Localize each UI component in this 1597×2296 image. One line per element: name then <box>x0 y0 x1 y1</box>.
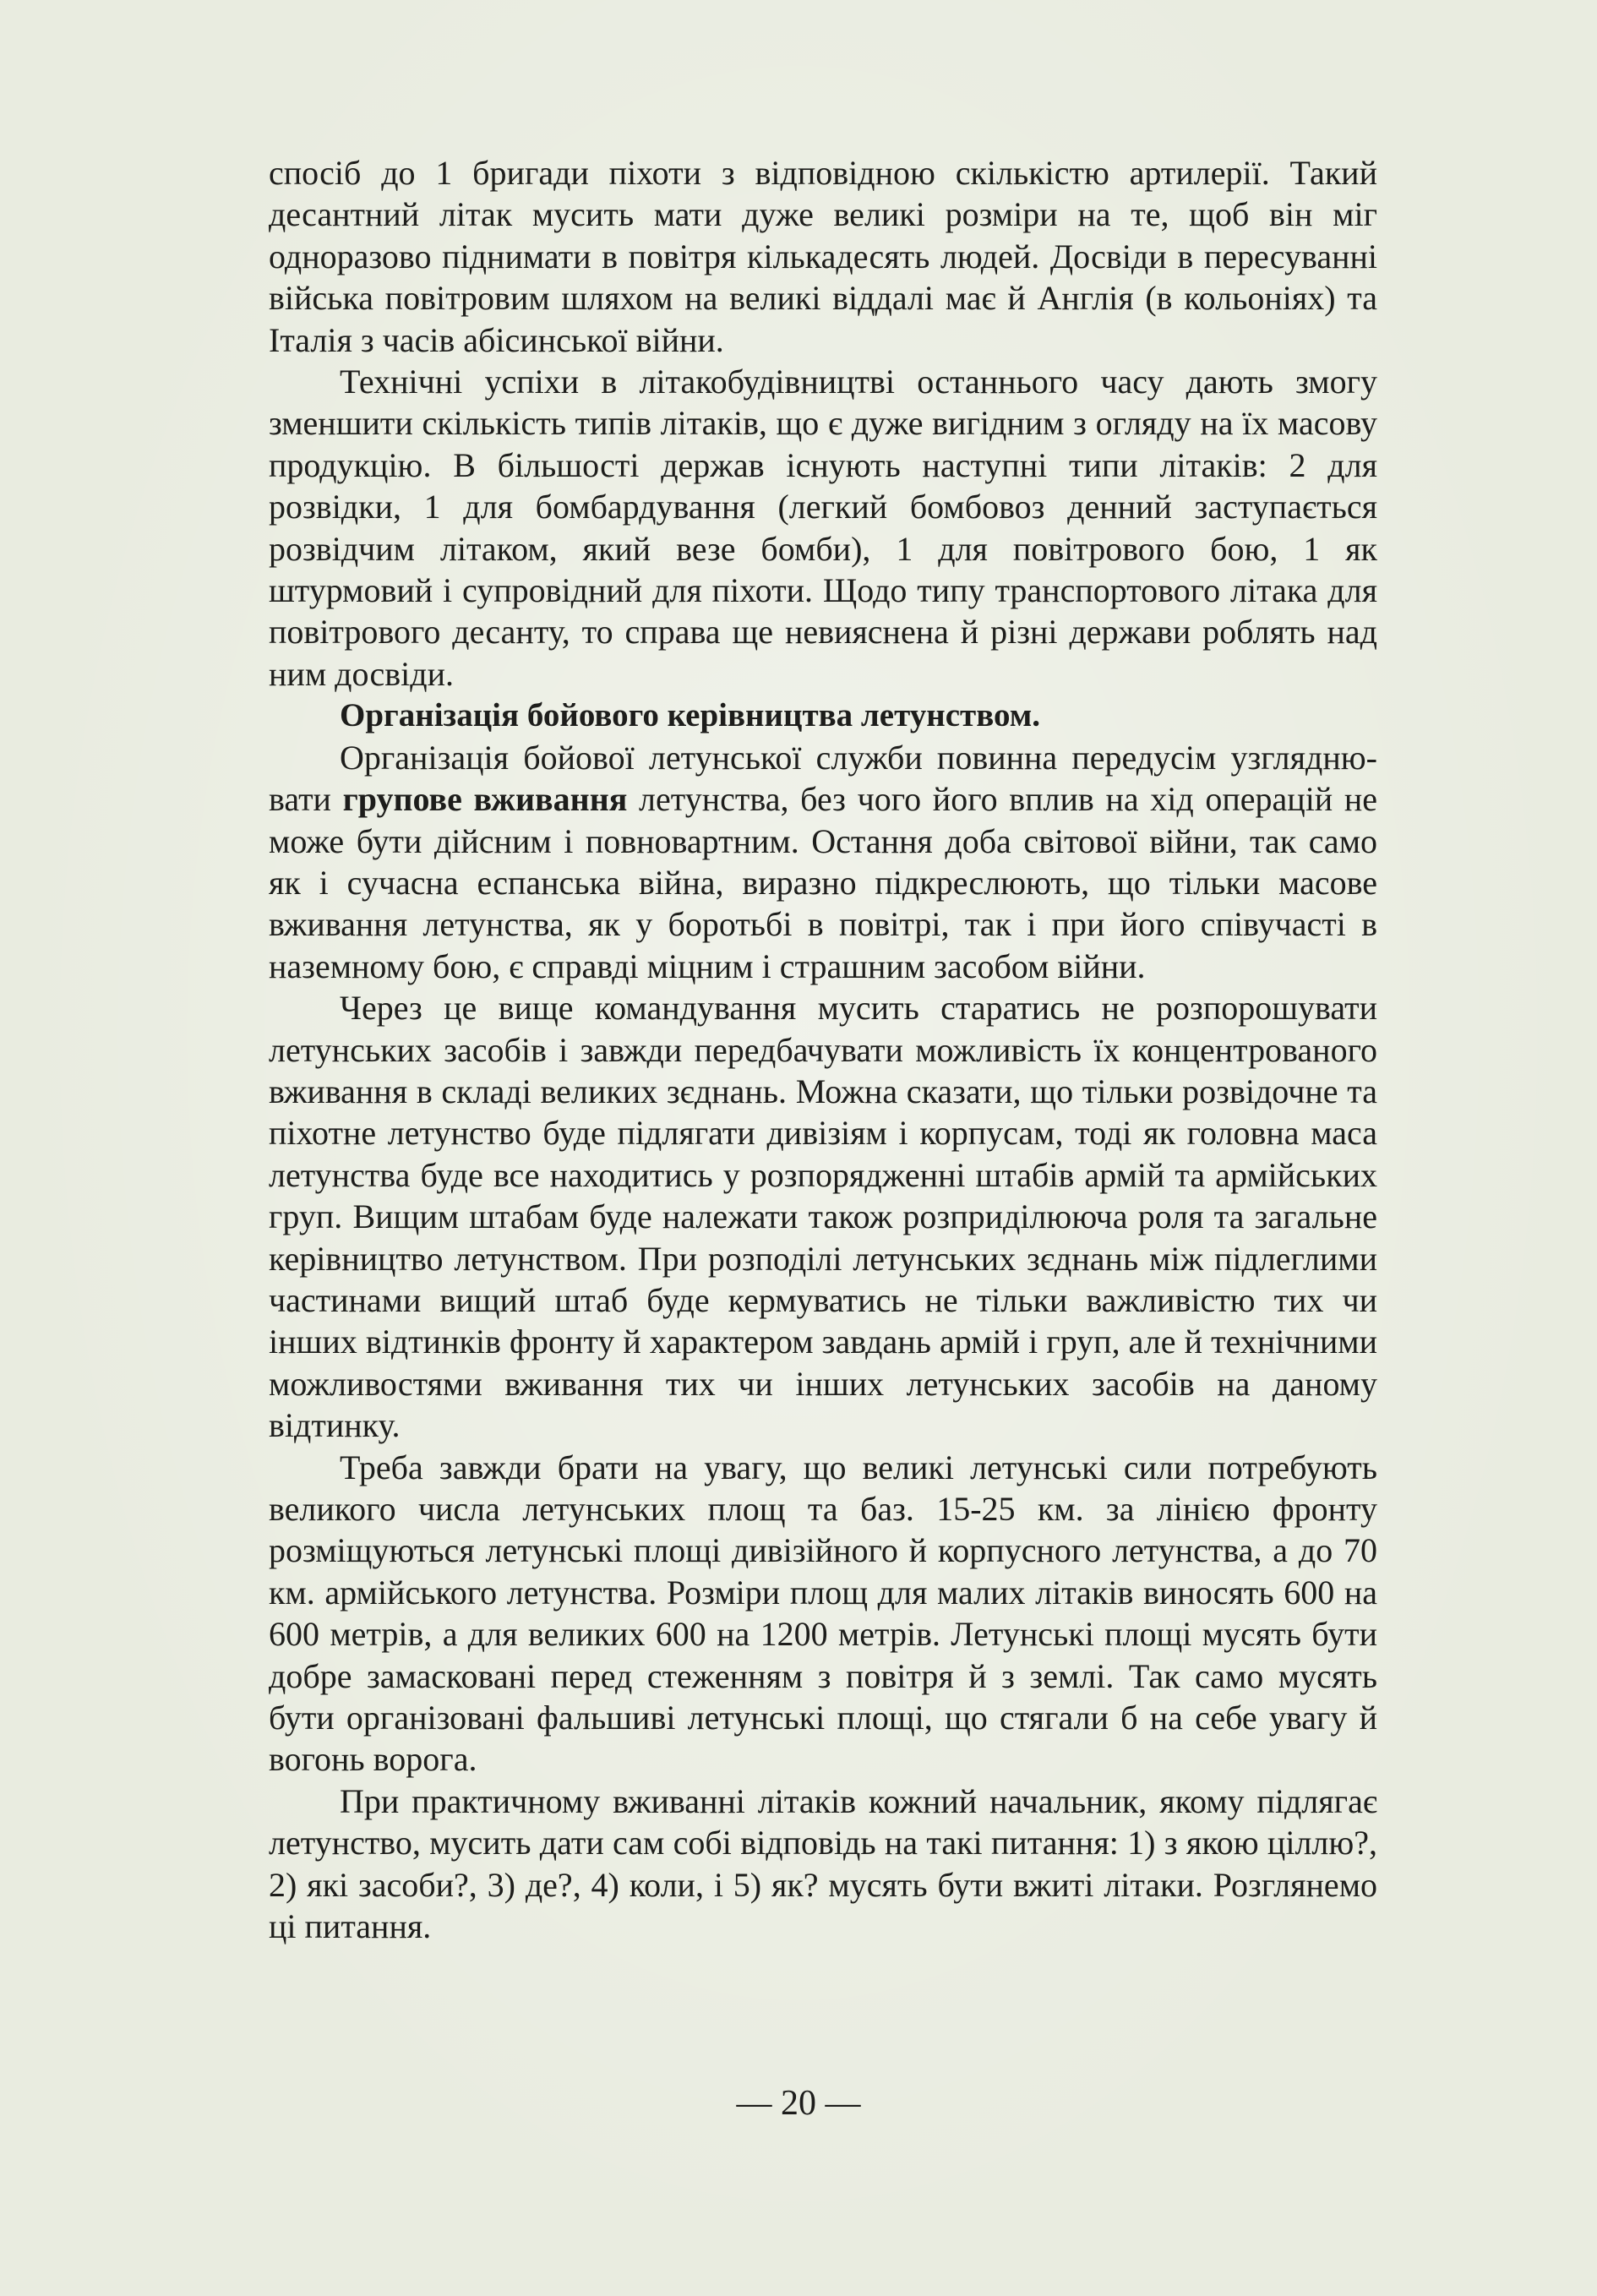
section-heading: Організація бойового керівництва летунством. <box>340 697 1041 734</box>
paragraph-2: Технічні успіхи в літакобудівництві останнього часу дають змогу зменшити скількість типів літаків, що є дуже вигідним з огляду на їх масову продукцію. В більшості держав існують наступні типи літаків: 2 для розвідки, 1 для бомбардування (легкий бомбовоз денний заступається розвідчим літаком, який везе бомби), 1 для повітрового бою, 1 як штурмовий і супровідний для піхоти. Щодо типу транспортового літака для повітрового десанту, то справа ще невияснена й різні держави роблять над ним досвіди. <box>269 363 1377 693</box>
paragraph-1: спосіб до 1 бригади піхоти з відповідною скількістю артилерії. Такий десантний літак мусить мати дуже великі розміри на те, щоб він міг одноразово піднимати в повітря кількадесять людей. Досвіди в пересуванні війська повітровим шляхом на великі віддалі має й Англія (в кольоніях) та Італія з часів абісинської війни. <box>269 154 1377 359</box>
paragraph-4: Через це вище командування мусить старатись не розпорошувати летунських засобів і завжди передбачувати можливість їх концентрованого вживання в складі великих зєднань. Можна сказати, що тільки розвідочне та піхотне летунство буде підлягати дивізіям і корпусам, тоді як головна маса летунства буде все находитись у розпорядженні штабів армій та армійських груп. Вищим штабам буде належати також розприділююча роля та загальне керівництво летунством. При розподілі летунських зєднань між підлеглими частинами вищий штаб буде кермуватись не тільки важливістю тих чи інших відтинків фронту й характером завдань армій і груп, але й технічними можливостями вживання тих чи інших летунських засобів на даному відтинку. <box>269 989 1377 1445</box>
paragraph-6: При практичному вживанні літаків кожний начальник, якому підлягає летунство, мусить дати сам собі відповідь на такі питання: 1) з якою ціллю?, 2) які засоби?, 3) де?, 4) коли, і 5) як? мусять бути вжиті літаки. Розглянемо ці питання. <box>269 1781 1377 1946</box>
paragraph-3-emphasis: групове вживання <box>342 780 628 819</box>
page-number: — 20 — <box>736 2084 861 2123</box>
paragraph-3-text-end: летунства, без чого його вплив на хід операцій не може бути дійсним і повновартним. Остання доба світової війни, так само як і сучасна еспанська війна, виразно підкреслюють, що тільки масове вживання летунства, як у боротьбі в повітрі, так і при його співучасті в наземному бою, є справді міцним і страшним засобом війни. <box>269 780 1378 985</box>
body-text <box>269 152 1377 1947</box>
paragraph-3 <box>269 737 1377 987</box>
paragraph-5: Треба завжди брати на увагу, що великі летунські сили потребують великого числа летунських площ та баз. 15-25 км. за лінією фронту розміщуються летунські площі дивізійного й корпусного летунства, а до 70 км. армійського летунства. Розміри площ для малих літаків виносять 600 на 600 метрів, а для великих 600 на 1200 метрів. Летунські площі мусять бути добре замасковані перед стеженням з повітря й з землі. Так само мусять бути організовані фальшиві летунські площі, що стягали б на себе увагу й вогонь ворога. <box>269 1448 1377 1779</box>
paragraph-3-text-start: Організація бойової летунської служби повинна передусім узгляднювати <box>269 738 1377 819</box>
